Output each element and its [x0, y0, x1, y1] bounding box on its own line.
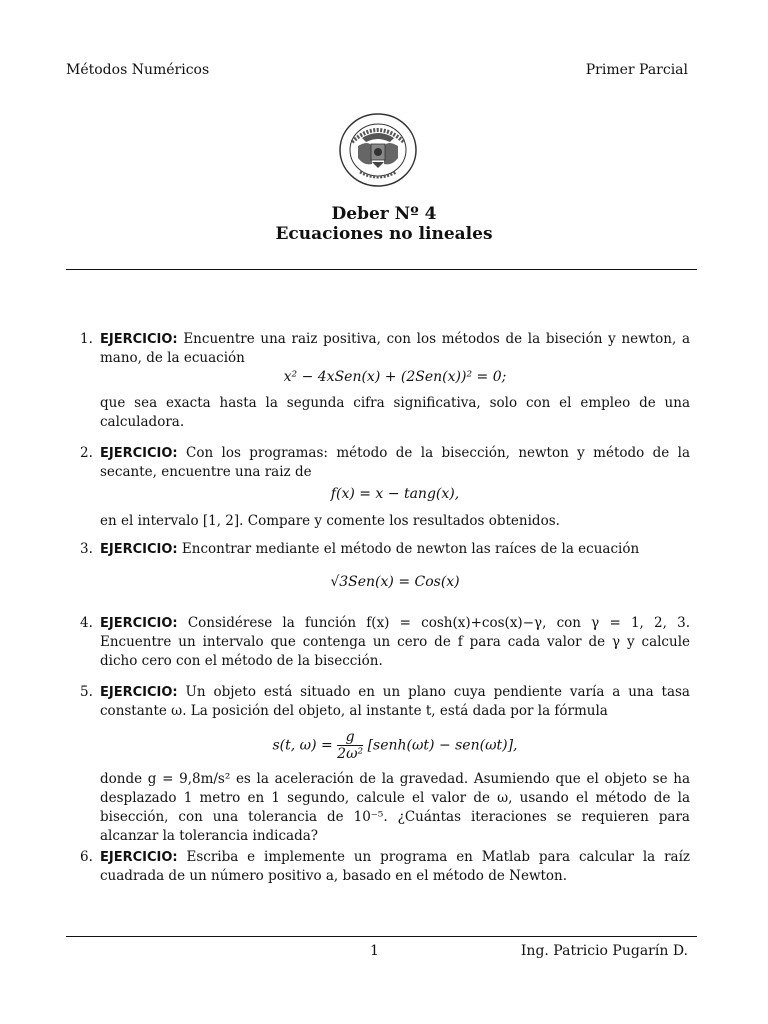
- exercise-keyword: EJERCICIO:: [100, 332, 178, 347]
- exercise-number: 1.: [80, 331, 93, 347]
- exercise-number: 3.: [80, 541, 93, 557]
- exercise-number: 5.: [80, 684, 93, 700]
- exercise-statement-continued: donde g = 9,8m/s² es la aceleración de la gravedad. Asumiendo que el objeto se ha desplazado 1 metro en 1 segundo, calcule el valor de ω, usando el método de la bisección, con una tolerancia de 10⁻⁵. ¿Cuántas iteraciones se requieren para alcanzar la tolerancia indicada?: [100, 771, 690, 844]
- exercise-keyword: EJERCICIO:: [100, 542, 178, 557]
- top-divider: [66, 269, 697, 270]
- equation-rhs: [senh(ωt) − sen(ωt)],: [367, 737, 518, 754]
- exercise-6: [80, 848, 690, 886]
- exercise-statement: Encontrar mediante el método de newton las raíces de la ecuación: [181, 541, 640, 557]
- exercise-number: 6.: [80, 849, 93, 865]
- exercise-statement: Con los programas: método de la bisección, newton y método de la secante, encuentre una raiz de: [100, 445, 691, 480]
- exercise-equation: x² − 4xSen(x) + (2Sen(x))² = 0;: [283, 369, 507, 385]
- exercise-statement: Considérese la función f(x) = cosh(x)+cos(x)−γ, con γ = 1, 2, 3. Encuentre un intervalo que contenga un cero de f para cada valor de γ y calcule dicho cero con el método de la bisección.: [100, 615, 691, 669]
- exercise-5: [80, 683, 690, 846]
- document-subtitle: Ecuaciones no lineales: [275, 224, 493, 244]
- exercise-statement: Escriba e implemente un programa en Matlab para calcular la raíz cuadrada de un número positivo a, basado en el método de Newton.: [100, 849, 690, 884]
- fraction-numerator: g: [337, 729, 363, 746]
- exercise-number: 4.: [80, 615, 93, 631]
- page-number: 1: [370, 943, 379, 959]
- header-course-title: Métodos Numéricos: [66, 62, 210, 78]
- exercise-keyword: EJERCICIO:: [100, 685, 178, 700]
- header-exam-label: Primer Parcial: [585, 62, 688, 78]
- equation-fraction: [337, 729, 363, 762]
- exercise-statement: Un objeto está situado en un plano cuya pendiente varía a una tasa constante ω. La posición del objeto, al instante t, está dada por la fórmula: [100, 684, 690, 719]
- exercise-3: [80, 540, 690, 592]
- exercise-keyword: EJERCICIO:: [100, 850, 178, 865]
- exercise-statement: Encuentre una raiz positiva, con los métodos de la biseción y newton, a mano, de la ecuación: [100, 331, 690, 366]
- fraction-denominator: 2ω²: [337, 746, 364, 762]
- university-seal-icon: [338, 112, 418, 188]
- exercise-1: [80, 330, 690, 432]
- exercise-equation: [100, 729, 690, 762]
- exercise-equation: f(x) = x − tang(x),: [330, 486, 460, 502]
- exercise-statement-continued: que sea exacta hasta la segunda cifra significativa, solo con el empleo de una calculadora.: [100, 395, 690, 430]
- exercise-keyword: EJERCICIO:: [100, 446, 178, 461]
- author-name: Ing. Patricio Pugarín D.: [520, 943, 688, 959]
- exercise-number: 2.: [80, 445, 93, 461]
- exercise-2: [80, 444, 691, 531]
- exercise-equation: √3Sen(x) = Cos(x): [330, 574, 460, 590]
- bottom-divider: [66, 936, 697, 937]
- exercise-statement-continued: en el intervalo [1, 2]. Compare y comente los resultados obtenidos.: [100, 513, 560, 529]
- document-title: Deber Nº 4: [331, 204, 437, 224]
- exercise-4: [80, 614, 691, 671]
- exercise-keyword: EJERCICIO:: [100, 616, 178, 631]
- equation-lhs: s(t, ω) =: [272, 737, 333, 754]
